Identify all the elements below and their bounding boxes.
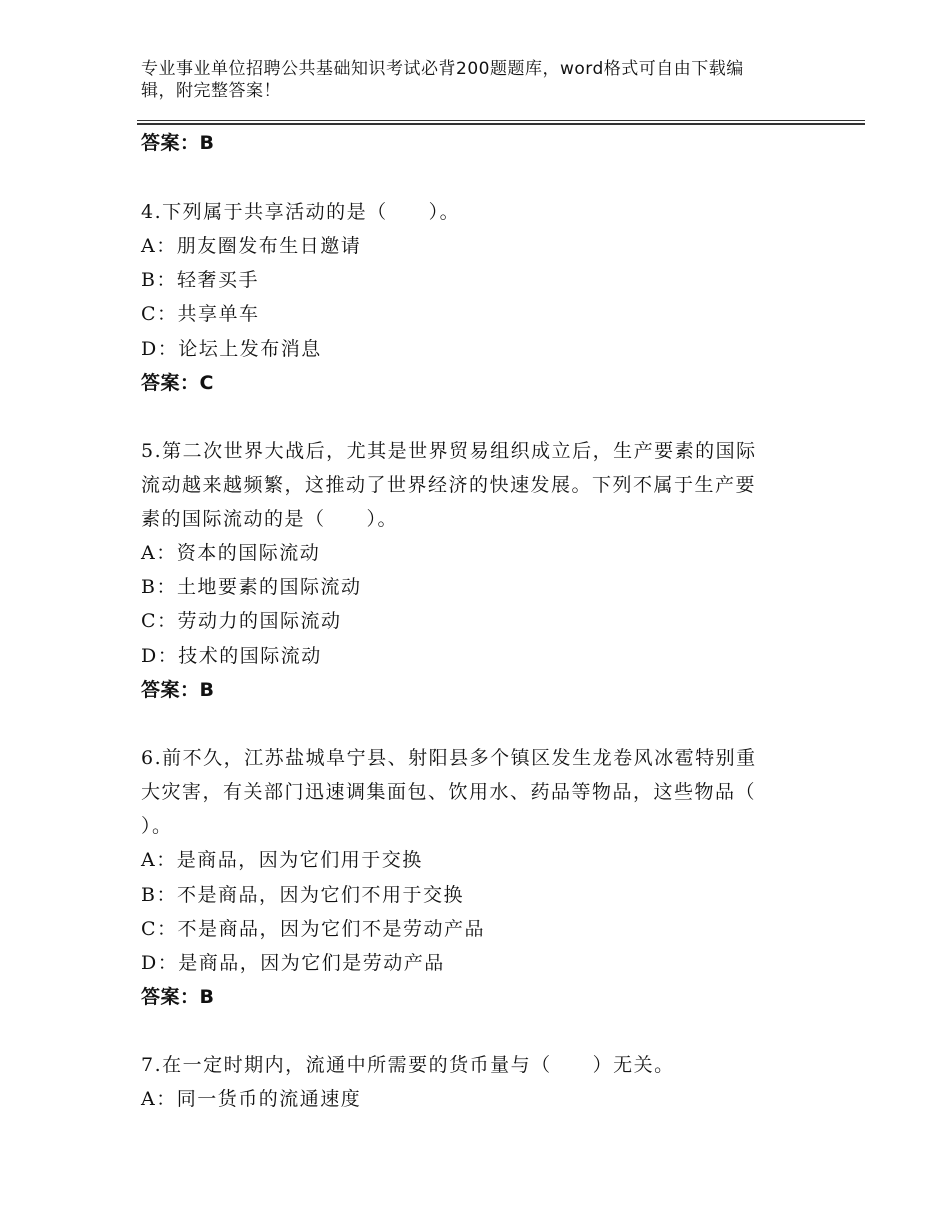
question-6-option-a: A：是商品，因为它们用于交换 [141, 849, 423, 871]
question-5-answer: 答案：B [141, 679, 215, 701]
question-4-option-d: D：论坛上发布消息 [141, 338, 322, 360]
prev-question-answer: 答案：B [141, 132, 215, 154]
question-5-option-d: D：技术的国际流动 [141, 645, 322, 667]
question-4-stem: 4.下列属于共享活动的是（ ）。 [141, 201, 461, 223]
question-7-stem: 7.在一定时期内，流通中所需要的货币量与（ ）无关。 [141, 1054, 675, 1076]
question-5-stem-line-1: 5.第二次世界大战后，尤其是世界贸易组织成立后，生产要素的国际 [141, 440, 757, 462]
question-4-option-b: B：轻奢买手 [141, 269, 259, 291]
question-6-stem-line-2: 大灾害，有关部门迅速调集面包、饮用水、药品等物品，这些物品（ [141, 781, 757, 803]
question-5-option-c: C：劳动力的国际流动 [141, 610, 342, 632]
header-title-line-1: 专业事业单位招聘公共基础知识考试必背200题题库，word格式可自由下载编 [141, 59, 744, 79]
question-4-answer: 答案：C [141, 372, 214, 394]
question-5-option-a: A：资本的国际流动 [141, 542, 321, 564]
question-5-option-b: B：土地要素的国际流动 [141, 576, 362, 598]
question-4-option-c: C：共享单车 [141, 303, 260, 325]
question-4-option-a: A：朋友圈发布生日邀请 [141, 235, 362, 257]
question-5-stem-line-2: 流动越来越频繁，这推动了世界经济的快速发展。下列不属于生产要 [141, 474, 757, 496]
question-7-option-a: A：同一货币的流通速度 [141, 1088, 362, 1110]
question-6-option-b: B：不是商品，因为它们不用于交换 [141, 884, 464, 906]
header-title-line-2: 辑，附完整答案！ [141, 81, 281, 101]
header-divider-thick [137, 123, 865, 125]
question-6-option-d: D：是商品，因为它们是劳动产品 [141, 952, 445, 974]
question-6-answer: 答案：B [141, 986, 215, 1008]
question-6-option-c: C：不是商品，因为它们不是劳动产品 [141, 918, 486, 940]
question-6-stem-line-3: ）。 [141, 815, 173, 837]
header-divider-thin [137, 120, 865, 121]
question-5-stem-line-3: 素的国际流动的是（ ）。 [141, 508, 399, 530]
header-title [141, 58, 801, 102]
question-6-stem-line-1: 6.前不久，江苏盐城阜宁县、射阳县多个镇区发生龙卷风冰雹特别重 [141, 747, 757, 769]
